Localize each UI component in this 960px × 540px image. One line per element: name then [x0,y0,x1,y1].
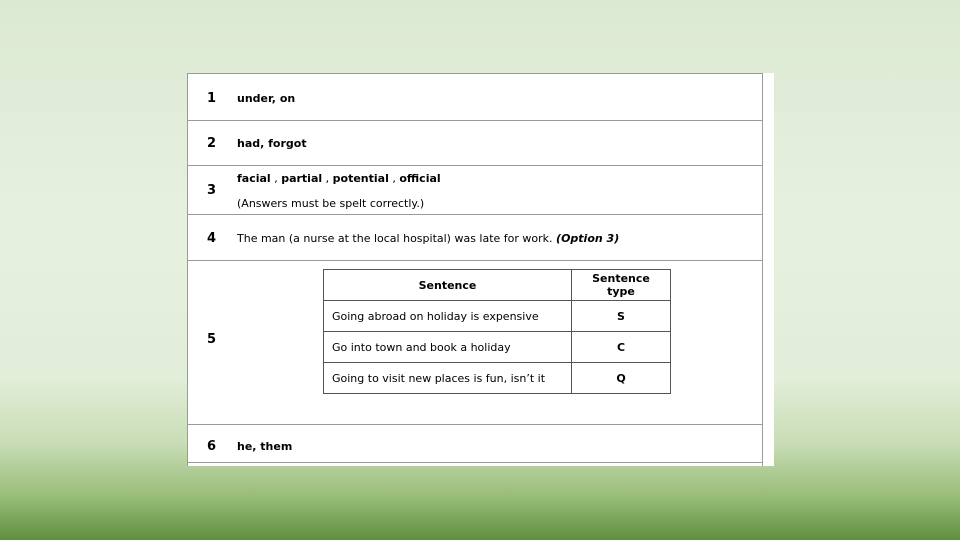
answer-row-5 [188,260,763,425]
answer-document [187,73,774,466]
answer-word: partial [281,172,323,185]
word-separator: , [270,172,282,185]
sentence-type-table [323,269,671,394]
answer-sentence [237,232,619,245]
sentence-cell: Go into town and book a holiday [324,332,572,363]
question-number: 1 [207,91,217,106]
sentence-type-cell: S [572,301,671,332]
answer-word: facial [237,172,271,185]
answer-text: he, them [237,440,293,453]
question-number: 6 [207,439,217,454]
answer-word: official [399,172,441,185]
column-header-sentence-type: Sentence type [572,270,671,301]
answer-note: (Answers must be spelt correctly.) [237,197,425,210]
word-separator: , [388,172,400,185]
table-row [324,363,671,394]
answer-row-2 [188,120,763,166]
column-header-sentence: Sentence [324,270,572,301]
answer-row-1 [188,73,763,121]
answer-row-6 [188,424,763,463]
question-number: 5 [207,332,217,347]
word-separator: , [322,172,333,185]
question-number: 2 [207,136,217,151]
sentence-type-cell: C [572,332,671,363]
table-row [324,301,671,332]
question-number: 4 [207,231,217,246]
question-number: 3 [207,183,217,198]
answer-word: potential [332,172,389,185]
table-bottom-border [188,462,763,466]
answer-text: had, forgot [237,137,307,150]
sentence-type-cell: Q [572,363,671,394]
answer-text: under, on [237,92,296,105]
answer-text: The man (a nurse at the local hospital) was late for work. [237,232,553,245]
table-header-row [324,270,671,301]
answer-row-3 [188,165,763,215]
sentence-cell: Going to visit new places is fun, isn’t it [324,363,572,394]
answer-words [237,172,441,185]
sentence-cell: Going abroad on holiday is expensive [324,301,572,332]
table-row [324,332,671,363]
answer-row-4 [188,214,763,261]
option-label: (Option 3) [556,232,620,245]
